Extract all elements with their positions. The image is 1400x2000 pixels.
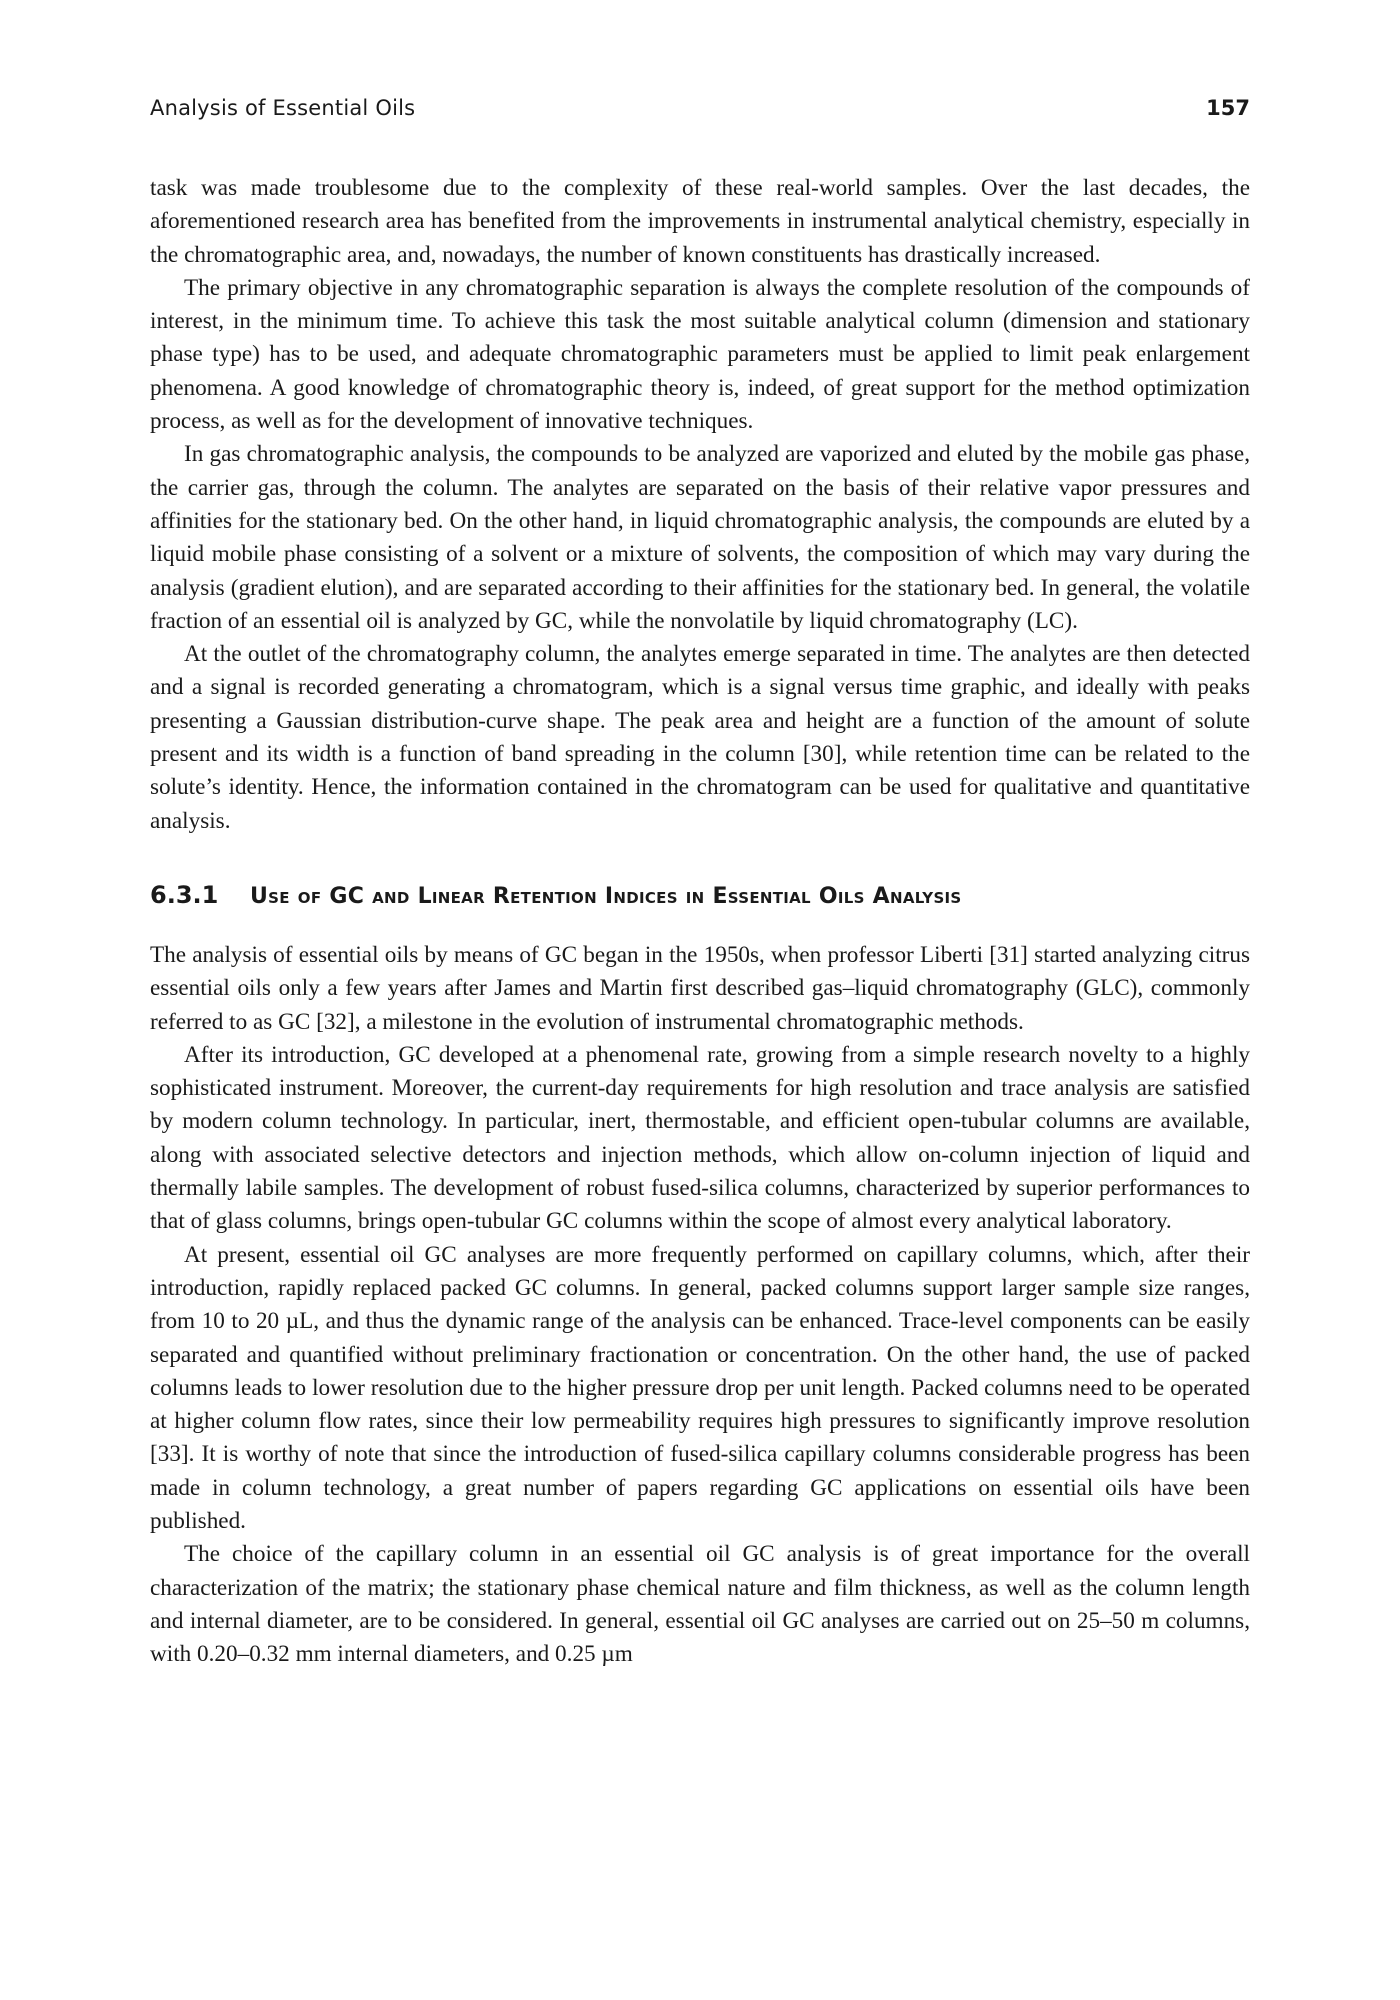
paragraph: The analysis of essential oils by means of GC began in the 1950s, when professor Liberti [31] started analyzing citrus essential oils only a few years after James and Martin first described gas–liquid chromatography (GLC), commonly referred to as GC [32], a milestone in the evolution of instrumental chromatographic methods.	[150, 941, 1250, 1035]
body-text-before-section	[150, 172, 1250, 838]
paragraph: The primary objective in any chromatographic separation is always the complete resolution of the compounds of interest, in the minimum time. To achieve this task the most suitable analytical column (dimension and stationary phase type) has to be used, and adequate chromatographic parameters must be applied to limit peak enlargement phenomena. A good knowledge of chromatographic theory is, indeed, of great support for the method optimization process, as well as for the development of innovative techniques.	[150, 274, 1250, 435]
paragraph: After its introduction, GC developed at a phenomenal rate, growing from a simple research novelty to a highly sophisticated instrument. Moreover, the current-day requirements for high resolution and trace analysis are satisfied by modern column technology. In particular, inert, thermostable, and efficient open-tubular columns are available, along with associated selective detectors and injection methods, which allow on-column injection of liquid and thermally labile samples. The development of robust fused-silica columns, characterized by superior performances to that of glass columns, brings open-tubular GC columns within the scope of almost every analytical laboratory.	[150, 1041, 1250, 1235]
page-number: 157	[1206, 96, 1250, 120]
section-number: 6.3.1	[150, 880, 219, 909]
running-title: Analysis of Essential Oils	[150, 96, 416, 120]
section-title: Use of GC and Linear Retention Indices in Essential Oils Analysis	[250, 883, 962, 909]
paragraph: At the outlet of the chromatography column, the analytes emerge separated in time. The analytes are then detected and a signal is recorded generating a chromatogram, which is a signal versus time graphic, and ideally with peaks presenting a Gaussian distribution-curve shape. The peak area and height are a function of the amount of solute present and its width is a function of band spreading in the column [30], while retention time can be related to the solute’s identity. Hence, the information contained in the chromatogram can be used for qualitative and quantitative analysis.	[150, 641, 1250, 834]
paragraph: The choice of the capillary column in an essential oil GC analysis is of great importance for the overall characterization of the matrix; the stationary phase chemical nature and film thickness, as well as the column length and internal diameter, are to be considered. In general, essential oil GC analyses are carried out on 25–50 m columns, with 0.20–0.32 mm internal diameters, and 0.25 µm	[150, 1541, 1250, 1668]
paragraph: In gas chromatographic analysis, the compounds to be analyzed are vaporized and eluted by the mobile gas phase, the carrier gas, through the column. The analytes are separated on the basis of their relative vapor pressures and affinities for the stationary bed. On the other hand, in liquid chromatographic analysis, the compounds are eluted by a liquid mobile phase consisting of a solvent or a mixture of solvents, the composition of which may vary during the analysis (gradient elution), and are separated according to their affinities for the stationary bed. In general, the volatile fraction of an essential oil is analyzed by GC, while the nonvolatile by liquid chromatography (LC).	[150, 441, 1250, 634]
section-heading	[150, 881, 1250, 909]
paragraph: At present, essential oil GC analyses are more frequently performed on capillary columns, which, after their introduction, rapidly replaced packed GC columns. In general, packed columns support larger sample size ranges, from 10 to 20 µL, and thus the dynamic range of the analysis can be enhanced. Trace-level components can be easily separated and quantified without preliminary fractionation or concentration. On the other hand, the use of packed columns leads to lower resolution due to the higher pressure drop per unit length. Packed columns need to be operated at higher column flow rates, since their low permeability requires high pressures to significantly improve resolution [33]. It is worthy of note that since the introduction of fused-silica capillary columns considerable progress has been made in column technology, a great number of papers regarding GC applications on essential oils have been published.	[150, 1241, 1250, 1534]
document-page	[150, 96, 1250, 1671]
body-text-after-section	[150, 939, 1250, 1672]
paragraph: task was made troublesome due to the complexity of these real-world samples. Over the last decades, the aforementioned research area has benefited from the improvements in instrumental analytical chemistry, especially in the chromatographic area, and, nowadays, the number of known constituents has drastically increased.	[150, 175, 1250, 268]
running-header	[150, 96, 1250, 126]
